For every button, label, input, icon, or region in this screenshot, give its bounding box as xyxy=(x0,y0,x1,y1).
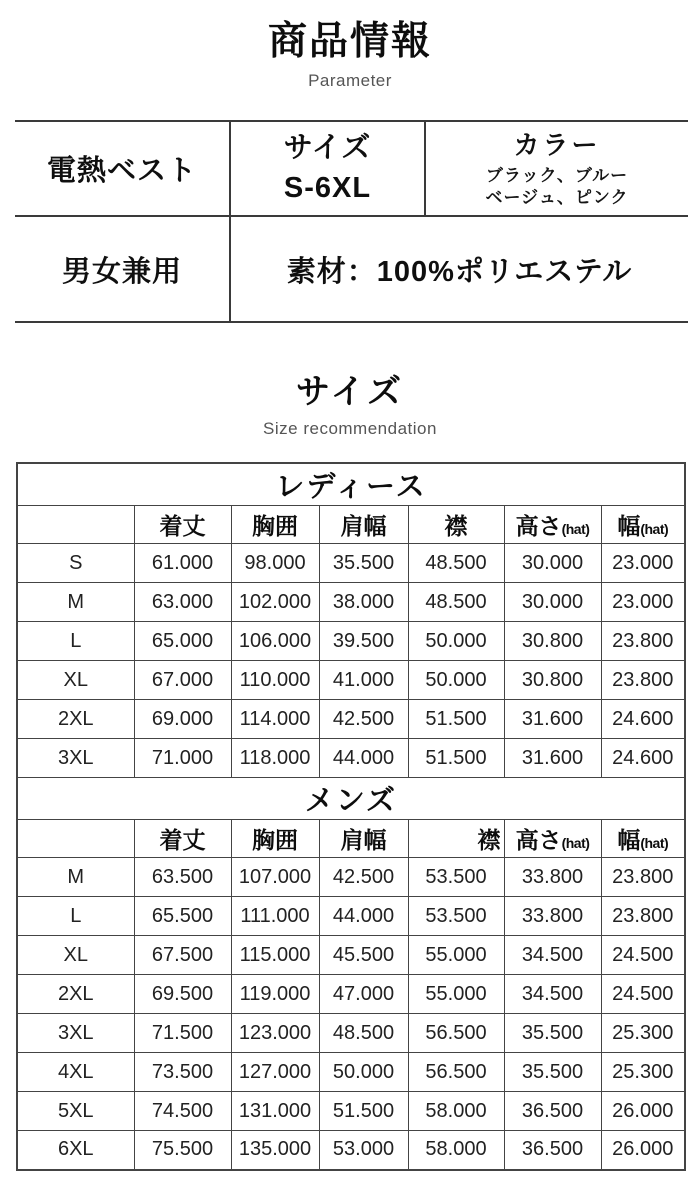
measurement-cell: 47.000 xyxy=(319,975,408,1014)
size-label: サイズ xyxy=(283,132,372,165)
measurement-cell: 69.500 xyxy=(134,975,231,1014)
measurement-cell: 115.000 xyxy=(231,936,319,975)
measurement-cell: 50.000 xyxy=(319,1053,408,1092)
measurement-cell: 58.000 xyxy=(408,1131,504,1170)
measurement-cell: 53.500 xyxy=(408,897,504,936)
measurement-cell: 26.000 xyxy=(601,1131,685,1170)
size-name-cell: L xyxy=(17,622,134,661)
measurement-cell: 123.000 xyxy=(231,1014,319,1053)
size-name-cell: 2XL xyxy=(17,700,134,739)
color-label: カラー xyxy=(513,129,601,160)
column-header-cell: 着丈 xyxy=(134,820,231,858)
measurement-cell: 44.000 xyxy=(319,897,408,936)
measurement-cell: 118.000 xyxy=(231,739,319,778)
size-row xyxy=(17,975,685,1014)
size-name-cell: L xyxy=(17,897,134,936)
size-name-cell: M xyxy=(17,583,134,622)
measurement-cell: 23.800 xyxy=(601,897,685,936)
column-header-cell: 幅(hat) xyxy=(601,506,685,544)
measurement-cell: 50.000 xyxy=(408,661,504,700)
info-row-2 xyxy=(15,216,688,322)
size-row xyxy=(17,622,685,661)
measurement-cell: 36.500 xyxy=(504,1131,601,1170)
measurement-cell: 35.500 xyxy=(319,544,408,583)
measurement-cell: 56.500 xyxy=(408,1014,504,1053)
measurement-cell: 36.500 xyxy=(504,1092,601,1131)
measurement-cell: 119.000 xyxy=(231,975,319,1014)
measurement-cell: 41.000 xyxy=(319,661,408,700)
measurement-cell: 24.600 xyxy=(601,739,685,778)
size-name-cell: S xyxy=(17,544,134,583)
size-name-cell: 6XL xyxy=(17,1131,134,1170)
column-header-cell: 胸囲 xyxy=(231,506,319,544)
measurement-cell: 63.500 xyxy=(134,858,231,897)
color-values-line1: ブラック、ブルー xyxy=(485,166,629,185)
measurement-cell: 51.500 xyxy=(408,700,504,739)
size-row xyxy=(17,897,685,936)
measurement-cell: 51.500 xyxy=(319,1092,408,1131)
measurement-cell: 35.500 xyxy=(504,1014,601,1053)
measurement-cell: 26.000 xyxy=(601,1092,685,1131)
measurement-cell: 23.800 xyxy=(601,858,685,897)
hat-suffix: (hat) xyxy=(561,835,590,851)
size-range-cell xyxy=(230,121,425,216)
size-name-cell: 3XL xyxy=(17,739,134,778)
measurement-cell: 30.800 xyxy=(504,661,601,700)
measurement-cell: 39.500 xyxy=(319,622,408,661)
column-header-cell: 高さ(hat) xyxy=(504,820,601,858)
measurement-cell: 30.800 xyxy=(504,622,601,661)
color-values xyxy=(426,165,688,209)
measurement-cell: 63.000 xyxy=(134,583,231,622)
measurement-cell: 114.000 xyxy=(231,700,319,739)
size-name-cell: 2XL xyxy=(17,975,134,1014)
measurement-cell: 53.000 xyxy=(319,1131,408,1170)
column-header-cell: 肩幅 xyxy=(319,820,408,858)
size-name-cell: XL xyxy=(17,936,134,975)
measurement-cell: 48.500 xyxy=(319,1014,408,1053)
measurement-cell: 50.000 xyxy=(408,622,504,661)
measurement-cell: 35.500 xyxy=(504,1053,601,1092)
section-title-row xyxy=(17,463,685,506)
column-header-row xyxy=(17,506,685,544)
measurement-cell: 38.000 xyxy=(319,583,408,622)
measurement-cell: 65.000 xyxy=(134,622,231,661)
measurement-cell: 24.500 xyxy=(601,936,685,975)
measurement-cell: 110.000 xyxy=(231,661,319,700)
measurement-cell: 23.800 xyxy=(601,622,685,661)
product-info-table xyxy=(15,120,688,323)
section-title: レディース xyxy=(17,463,685,506)
column-header-cell: 高さ(hat) xyxy=(504,506,601,544)
size-row xyxy=(17,858,685,897)
measurement-cell: 61.000 xyxy=(134,544,231,583)
size-row xyxy=(17,661,685,700)
measurement-cell: 56.500 xyxy=(408,1053,504,1092)
measurement-cell: 34.500 xyxy=(504,975,601,1014)
measurement-cell: 58.000 xyxy=(408,1092,504,1131)
measurement-cell: 75.500 xyxy=(134,1131,231,1170)
measurement-cell: 55.000 xyxy=(408,936,504,975)
measurement-cell: 31.600 xyxy=(504,739,601,778)
measurement-cell: 33.800 xyxy=(504,858,601,897)
size-row xyxy=(17,936,685,975)
size-row xyxy=(17,1092,685,1131)
measurement-cell: 111.000 xyxy=(231,897,319,936)
measurement-cell: 127.000 xyxy=(231,1053,319,1092)
measurement-cell: 42.500 xyxy=(319,700,408,739)
measurement-cell: 107.000 xyxy=(231,858,319,897)
empty-header-cell xyxy=(17,506,134,544)
measurement-cell: 23.000 xyxy=(601,583,685,622)
section-title: メンズ xyxy=(17,778,685,820)
measurement-cell: 30.000 xyxy=(504,544,601,583)
measurement-cell: 102.000 xyxy=(231,583,319,622)
measurement-cell: 23.800 xyxy=(601,661,685,700)
unisex-cell: 男女兼用 xyxy=(15,216,230,322)
size-row xyxy=(17,739,685,778)
measurement-cell: 73.500 xyxy=(134,1053,231,1092)
size-row xyxy=(17,544,685,583)
measurement-cell: 67.000 xyxy=(134,661,231,700)
product-name-cell: 電熱ベスト xyxy=(15,121,230,216)
size-name-cell: 5XL xyxy=(17,1092,134,1131)
measurement-cell: 48.500 xyxy=(408,544,504,583)
color-values-line2: ベージュ、ピンク xyxy=(485,188,629,208)
measurement-cell: 30.000 xyxy=(504,583,601,622)
measurement-cell: 45.500 xyxy=(319,936,408,975)
measurement-cell: 131.000 xyxy=(231,1092,319,1131)
info-row-1 xyxy=(15,121,688,216)
size-name-cell: M xyxy=(17,858,134,897)
size-row xyxy=(17,1014,685,1053)
column-header-cell: 着丈 xyxy=(134,506,231,544)
page-subtitle: Parameter xyxy=(308,71,392,90)
size-row xyxy=(17,1131,685,1170)
size-name-cell: XL xyxy=(17,661,134,700)
measurement-cell: 67.500 xyxy=(134,936,231,975)
size-section-subtitle: Size recommendation xyxy=(263,419,437,438)
size-chart-body xyxy=(17,463,685,1170)
measurement-cell: 23.000 xyxy=(601,544,685,583)
measurement-cell: 106.000 xyxy=(231,622,319,661)
measurement-cell: 24.600 xyxy=(601,700,685,739)
measurement-cell: 135.000 xyxy=(231,1131,319,1170)
measurement-cell: 74.500 xyxy=(134,1092,231,1131)
measurement-cell: 25.300 xyxy=(601,1053,685,1092)
measurement-cell: 71.000 xyxy=(134,739,231,778)
column-header-cell: 襟 xyxy=(408,506,504,544)
column-header-row xyxy=(17,820,685,858)
size-row xyxy=(17,583,685,622)
size-name-cell: 3XL xyxy=(17,1014,134,1053)
size-row xyxy=(17,1053,685,1092)
size-chart-table xyxy=(16,462,686,1171)
page-title: 商品情報 xyxy=(267,20,432,63)
hat-suffix: (hat) xyxy=(640,521,669,537)
column-header-cell: 肩幅 xyxy=(319,506,408,544)
size-name-cell: 4XL xyxy=(17,1053,134,1092)
hat-suffix: (hat) xyxy=(561,521,590,537)
measurement-cell: 44.000 xyxy=(319,739,408,778)
column-header-cell: 胸囲 xyxy=(231,820,319,858)
column-header-cell: 幅(hat) xyxy=(601,820,685,858)
measurement-cell: 65.500 xyxy=(134,897,231,936)
section-title-row xyxy=(17,778,685,820)
measurement-cell: 34.500 xyxy=(504,936,601,975)
measurement-cell: 98.000 xyxy=(231,544,319,583)
measurement-cell: 42.500 xyxy=(319,858,408,897)
measurement-cell: 53.500 xyxy=(408,858,504,897)
measurement-cell: 24.500 xyxy=(601,975,685,1014)
measurement-cell: 71.500 xyxy=(134,1014,231,1053)
measurement-cell: 33.800 xyxy=(504,897,601,936)
measurement-cell: 55.000 xyxy=(408,975,504,1014)
size-row xyxy=(17,700,685,739)
color-cell xyxy=(425,121,688,216)
size-value: S-6XL xyxy=(283,171,372,204)
material-cell: 素材：100%ポリエステル xyxy=(230,216,688,322)
measurement-cell: 31.600 xyxy=(504,700,601,739)
size-section-title: サイズ xyxy=(295,373,405,411)
column-header-cell: 襟 xyxy=(408,820,504,858)
measurement-cell: 51.500 xyxy=(408,739,504,778)
hat-suffix: (hat) xyxy=(640,835,669,851)
measurement-cell: 48.500 xyxy=(408,583,504,622)
measurement-cell: 25.300 xyxy=(601,1014,685,1053)
measurement-cell: 69.000 xyxy=(134,700,231,739)
empty-header-cell xyxy=(17,820,134,858)
